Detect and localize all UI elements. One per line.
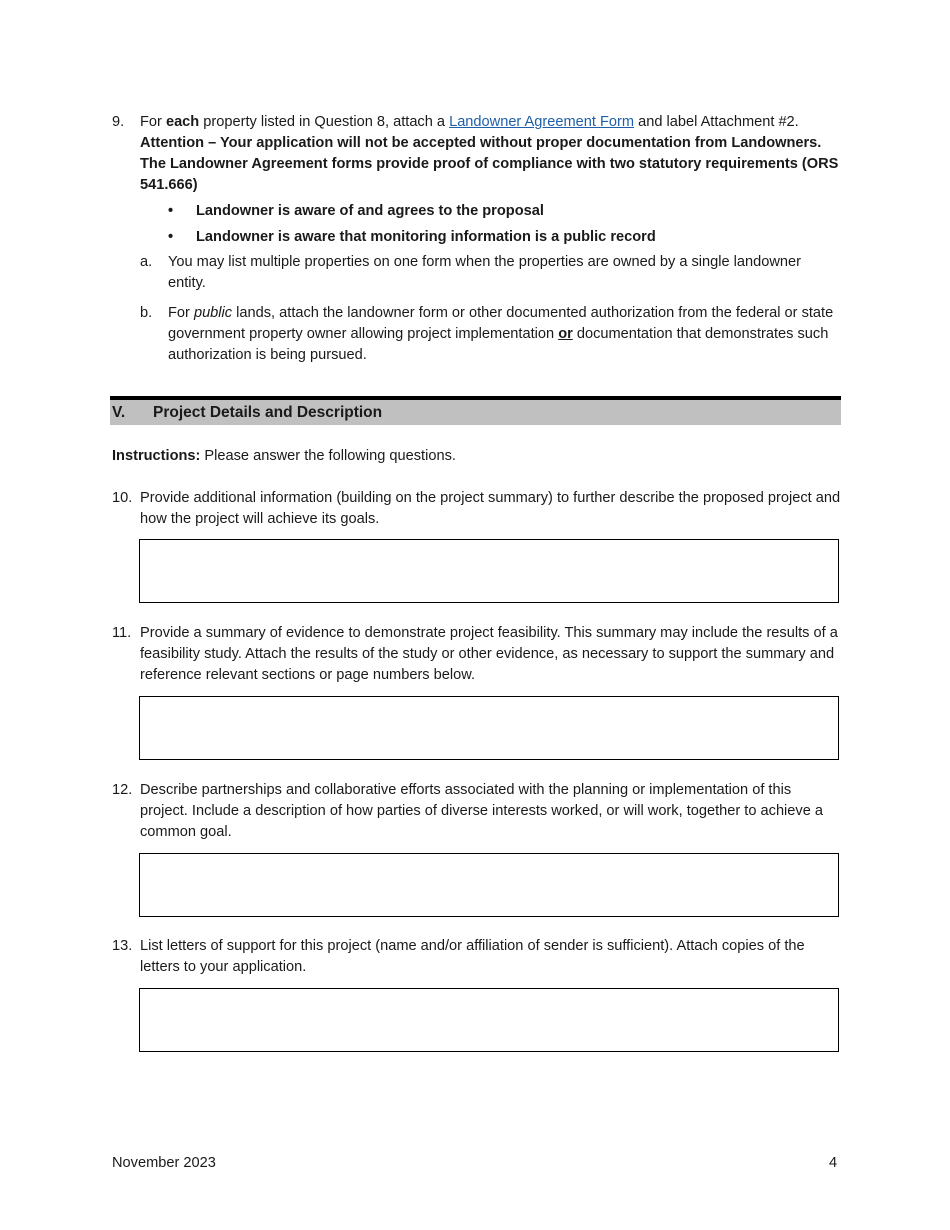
bullet-item xyxy=(168,227,848,248)
section-number: V. xyxy=(112,404,126,421)
text-run: For xyxy=(140,114,166,130)
bullet-text: Landowner is aware that monitoring information is a public record xyxy=(196,229,656,245)
answer-box-11[interactable] xyxy=(139,696,839,760)
attention-notice: Attention – Your application will not be accepted without proper documentation from Landowners. The Landowner Agreement forms provide proof of compliance with two statutory requirements (ORS 541.666) xyxy=(140,135,839,193)
section-heading xyxy=(110,400,841,425)
bullet-glyph: • xyxy=(168,229,174,245)
question-text: List letters of support for this project (name and/or affiliation of sender is sufficient). Attach copies of the letters to your application. xyxy=(140,938,805,975)
instructions-label: Instructions: xyxy=(112,448,201,464)
question-text xyxy=(140,112,842,196)
question-number: 11. xyxy=(112,625,132,641)
question-number: 13. xyxy=(112,938,133,954)
question-text: Describe partnerships and collaborative efforts associated with the planning or implementation of this project. Include a description of how parties of diverse interests worked, or will work, together to achieve a common goal. xyxy=(140,782,823,840)
question-11 xyxy=(112,623,842,686)
italic-text: public xyxy=(193,305,233,321)
footer-date: November 2023 xyxy=(112,1155,216,1171)
bullet-text: Landowner is aware of and agrees to the proposal xyxy=(196,203,544,219)
instructions-text: Please answer the following questions. xyxy=(200,448,456,464)
sub-text: You may list multiple properties on one form when the properties are owned by a single landowner entity. xyxy=(168,254,802,291)
text-run: documentation that demonstrates such authorization is being pursued. xyxy=(168,326,829,363)
answer-box-13[interactable] xyxy=(139,988,839,1052)
section-title: Project Details and Description xyxy=(153,404,383,421)
question-number: 12. xyxy=(112,782,133,798)
question-10 xyxy=(112,488,842,530)
question-13 xyxy=(112,936,842,978)
question-number: 10. xyxy=(112,490,133,506)
emphasis: each xyxy=(165,114,200,130)
text-run: For xyxy=(168,305,194,321)
page-number: 4 xyxy=(829,1155,838,1171)
answer-box-12[interactable] xyxy=(139,853,839,917)
sub-item-b xyxy=(140,303,842,366)
sub-letter: a. xyxy=(140,254,153,270)
text-run: property listed in Question 8, attach a xyxy=(199,114,450,130)
bullet-glyph: • xyxy=(168,203,174,219)
underlined-or: or xyxy=(558,326,573,342)
question-9 xyxy=(112,112,842,196)
bullet-item xyxy=(168,201,848,222)
question-number: 9. xyxy=(112,114,125,130)
question-text: Provide a summary of evidence to demonstrate project feasibility. This summary may include the results of a feasibility study. Attach the results of the study or other evidence, as necessary to support the summary and reference relevant sections or page numbers below. xyxy=(140,625,838,683)
sub-item-a xyxy=(140,252,842,294)
landowner-agreement-form-link[interactable]: Landowner Agreement Form xyxy=(449,114,635,130)
text-run: and label Attachment #2. xyxy=(634,114,799,130)
instructions xyxy=(112,446,456,467)
sub-letter: b. xyxy=(140,305,153,321)
text-run: lands, attach the landowner form or other documented authorization from the federal or state government property owner allowing project implementation xyxy=(168,305,834,342)
sub-text xyxy=(168,303,842,366)
question-text: Provide additional information (building on the project summary) to further describe the proposed project and how the project will achieve its goals. xyxy=(140,490,841,527)
answer-box-10[interactable] xyxy=(139,539,839,603)
question-12 xyxy=(112,780,842,843)
